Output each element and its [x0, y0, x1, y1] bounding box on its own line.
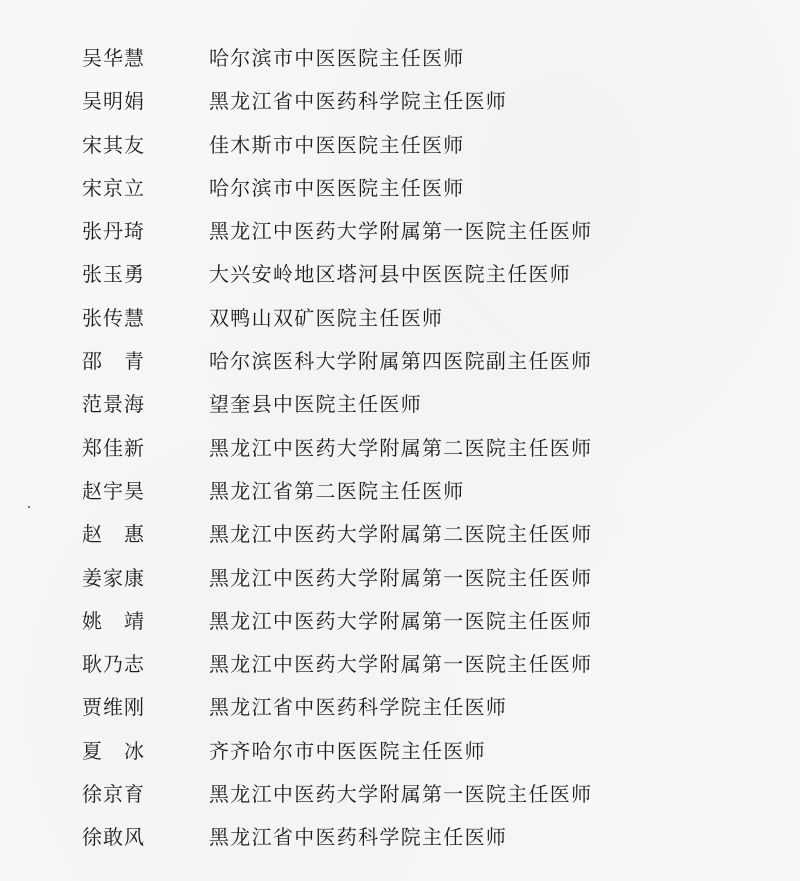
person-affiliation: 黑龙江省第二医院主任医师: [209, 478, 465, 503]
list-item: [0, 341, 800, 384]
person-affiliation: 黑龙江中医药大学附属第二医院主任医师: [209, 522, 593, 547]
list-item: [0, 644, 800, 687]
person-affiliation: 哈尔滨市中医医院主任医师: [209, 46, 465, 70]
person-name: 赵宇昊: [82, 478, 145, 503]
person-affiliation: 哈尔滨医科大学附属第四医院副主任医师: [209, 349, 593, 374]
list-item: [0, 384, 800, 427]
list-item: [0, 687, 800, 730]
person-name: 张玉勇: [82, 262, 145, 287]
list-item: [0, 471, 800, 514]
list-item: [0, 601, 800, 644]
person-name: 徐敢风: [82, 825, 145, 850]
person-affiliation: 黑龙江省中医药科学院主任医师: [209, 89, 508, 114]
person-name: 吴明娟: [82, 89, 145, 114]
person-affiliation: 齐齐哈尔市中医医院主任医师: [209, 738, 486, 763]
person-name: 吴华慧: [82, 46, 145, 70]
person-name: 范景海: [82, 392, 145, 417]
person-affiliation: 佳木斯市中医医院主任医师: [209, 132, 465, 157]
scan-speck: [28, 506, 30, 508]
list-item: [0, 731, 800, 774]
person-name: 姜家康: [82, 565, 145, 590]
person-affiliation: 黑龙江省中医药科学院主任医师: [209, 825, 508, 850]
person-name: 赵 惠: [82, 522, 145, 547]
person-name: 张丹琦: [82, 219, 145, 244]
list-item: [0, 558, 800, 601]
list-item: [0, 298, 800, 341]
list-item: [0, 254, 800, 297]
person-affiliation: 哈尔滨市中医医院主任医师: [209, 175, 465, 200]
person-affiliation: 黑龙江中医药大学附属第一医院主任医师: [209, 219, 593, 244]
person-name: 夏 冰: [82, 738, 145, 763]
person-name: 徐京育: [82, 782, 145, 807]
person-affiliation: 黑龙江中医药大学附属第一医院主任医师: [209, 565, 593, 590]
person-affiliation: 黑龙江中医药大学附属第一医院主任医师: [209, 652, 593, 677]
list-item: [0, 514, 800, 557]
person-name: 贾维刚: [82, 695, 145, 720]
person-affiliation: 黑龙江中医药大学附属第一医院主任医师: [209, 782, 593, 807]
person-affiliation: 黑龙江中医药大学附属第二医院主任医师: [209, 435, 593, 460]
person-affiliation: 双鸭山双矿医院主任医师: [209, 305, 444, 330]
list-item: [0, 38, 800, 81]
list-item: [0, 81, 800, 124]
person-affiliation: 大兴安岭地区塔河县中医医院主任医师: [209, 262, 572, 287]
list-item: [0, 774, 800, 817]
list-item: [0, 211, 800, 254]
list-item: [0, 817, 800, 860]
person-name: 宋其友: [82, 132, 145, 157]
person-affiliation: 黑龙江中医药大学附属第一医院主任医师: [209, 608, 593, 633]
person-name: 邵 青: [82, 349, 145, 374]
person-name: 郑佳新: [82, 435, 145, 460]
person-name: 姚 靖: [82, 608, 145, 633]
list-item: [0, 168, 800, 211]
person-name: 张传慧: [82, 305, 145, 330]
list-item: [0, 428, 800, 471]
person-name: 耿乃志: [82, 652, 145, 677]
person-affiliation: 望奎县中医院主任医师: [209, 392, 422, 417]
person-name: 宋京立: [82, 175, 145, 200]
personnel-list: [0, 38, 800, 861]
list-item: [0, 125, 800, 168]
person-affiliation: 黑龙江省中医药科学院主任医师: [209, 695, 508, 720]
